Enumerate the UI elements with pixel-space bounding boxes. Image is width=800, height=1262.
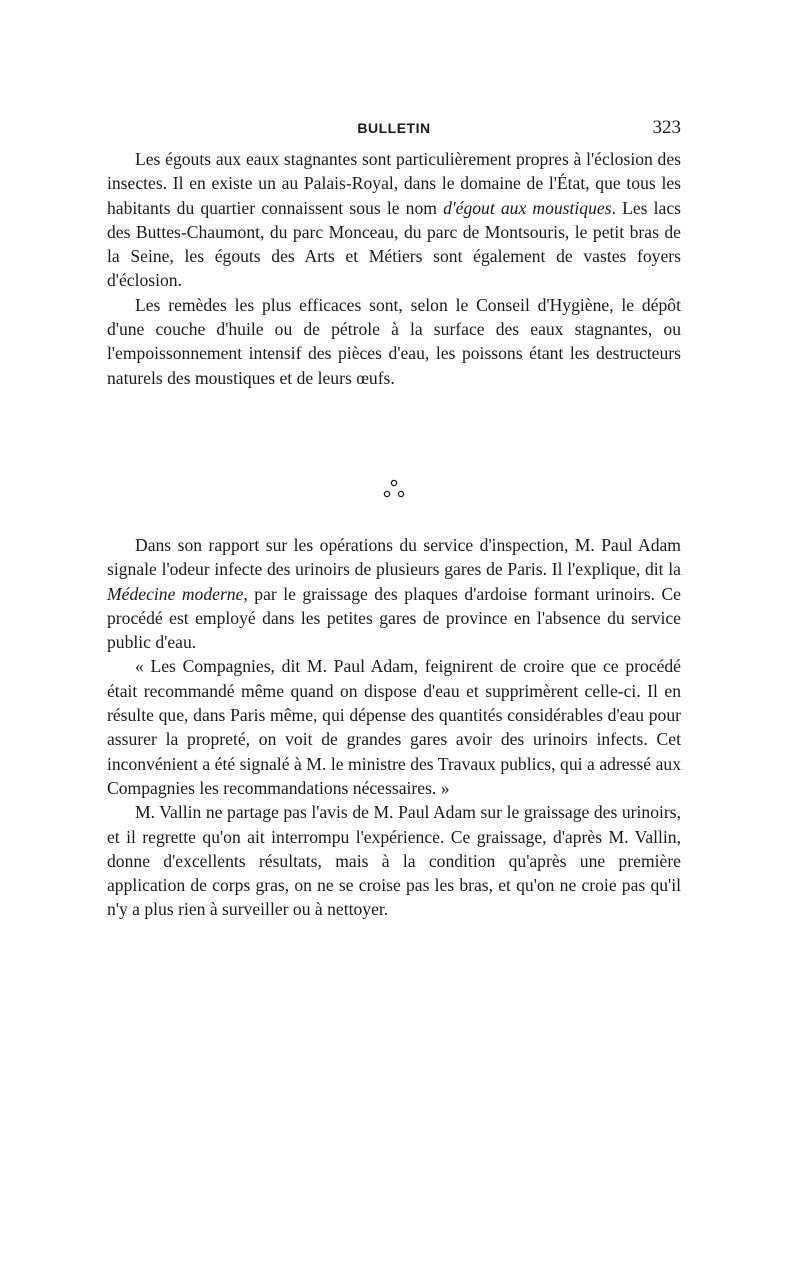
paragraph-vallin: M. Vallin ne partage pas l'avis de M. Paul Adam sur le graissage des urinoirs, et il regrette qu'on ait interrompu l'expérience. Ce graissage, d'après M. Vallin, donne d'excellents résultats, mais à la condition qu'après une première application de corps gras, on ne se croise pas les bras, et qu'on ne croie pas qu'il n'y a plus rien à surveiller ou à nettoyer. bbox=[107, 802, 681, 920]
document-page bbox=[107, 0, 681, 1262]
running-head bbox=[107, 117, 681, 139]
paragraph-rapport-paul-adam: Dans son rapport sur les opérations du service d'inspection, M. Paul Adam signale l'odeur infecte des urinoirs de plusieurs gares de Paris. Il l'explique, dit la Médecine moderne, par le graissage des plaques d'ardoise formant urinoirs. Ce procédé est employé dans les petites gares de province en l'absence du service public d'eau. bbox=[107, 535, 681, 653]
text-block-after-separator bbox=[107, 533, 681, 922]
running-title: BULLETIN bbox=[357, 120, 431, 136]
text-block-before-separator bbox=[107, 147, 681, 390]
paragraph-remedes: Les remèdes les plus efficaces sont, selon le Conseil d'Hygiène, le dépôt d'une couche d'huile ou de pétrole à la surface des eaux stagnantes, ou l'empoissonnement intensif des pièces d'eau, les poissons étant les destructeurs naturels des moustiques et de leurs œufs. bbox=[107, 294, 681, 388]
emphasis-medecine-moderne: Médecine moderne bbox=[107, 583, 244, 604]
emphasis-egout-aux-moustiques: d'égout aux moustiques bbox=[443, 197, 612, 218]
paragraph-egouts: Les égouts aux eaux stagnantes sont particulièrement propres à l'éclosion des insectes. Il en existe un au Palais-Royal, dans le domaine de l'État, que tous les habitants du quartier connaissent sous le nom d'égout aux moustiques. Les lacs des Buttes-Chaumont, du parc Monceau, du parc de Montsouris, le petit bras de la Seine, les égouts des Arts et Métiers sont également de vastes foyers d'éclosion. bbox=[107, 149, 681, 291]
section-separator bbox=[107, 478, 681, 508]
three-circles-ornament-icon bbox=[383, 478, 405, 502]
paragraph-citation-compagnies: « Les Compagnies, dit M. Paul Adam, feignirent de croire que ce procédé était recommandé même quand on dispose d'eau et supprimèrent celle-ci. Il en résulte que, dans Paris même, qui dépense des quantités considérables d'eau pour assurer la propreté, on voit de grandes gares avoir des urinoirs infects. Cet inconvénient a été signalé à M. le ministre des Travaux publics, qui a adressé aux Compagnies les recommandations nécessaires. » bbox=[107, 656, 681, 798]
page-number: 323 bbox=[652, 117, 681, 138]
